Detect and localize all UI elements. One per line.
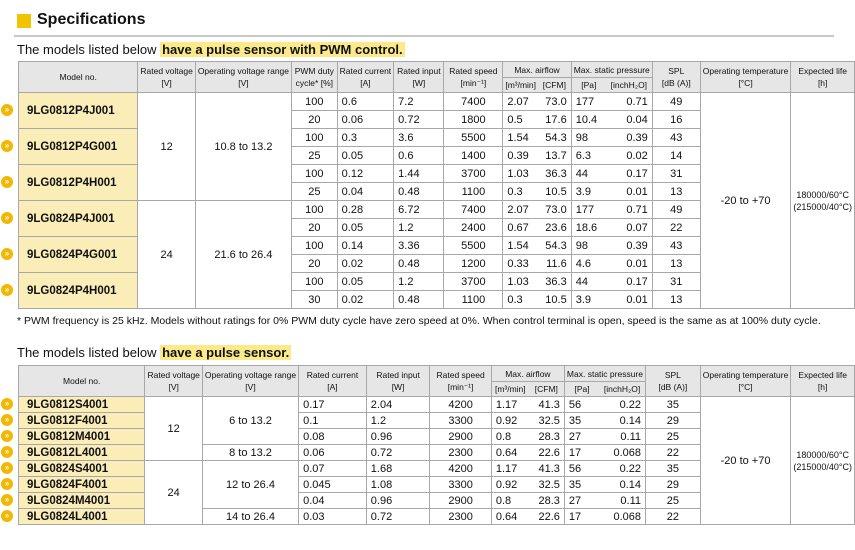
th-speed: Rated speed [min⁻¹] [444, 62, 503, 93]
rated-input: 3.36 [394, 237, 444, 255]
spl: 22 [645, 509, 700, 525]
th2-voltage: Rated voltage [V] [145, 366, 202, 397]
rated-voltage: 12 [138, 93, 195, 201]
model-no: 9LG0812F4001 [19, 413, 145, 429]
pressure-inch: 0.39 [606, 129, 652, 147]
rated-current: 0.17 [299, 397, 367, 413]
airflow-cfm: 17.6 [538, 111, 571, 129]
pressure-inch: 0.068 [599, 445, 645, 461]
op-voltage-range: 12 to 26.4 [202, 461, 298, 509]
rated-voltage: 24 [138, 201, 195, 309]
pressure-inch: 0.39 [606, 237, 652, 255]
rated-input: 1.44 [394, 165, 444, 183]
airflow-m3: 0.64 [491, 509, 528, 525]
th-voltage: Rated voltage [V] [138, 62, 195, 93]
rated-input: 0.48 [394, 255, 444, 273]
pwm-duty: 100 [292, 165, 338, 183]
section-header [14, 11, 834, 37]
spl: 43 [652, 237, 700, 255]
pressure-inch: 0.11 [599, 493, 645, 509]
pressure-inch: 0.07 [606, 219, 652, 237]
pressure-inch: 0.22 [599, 397, 645, 413]
spl: 14 [652, 147, 700, 165]
pressure-pa: 17 [564, 445, 599, 461]
pressure-pa: 177 [571, 201, 606, 219]
spl: 13 [652, 183, 700, 201]
header-square-icon [17, 14, 31, 28]
pressure-pa: 44 [571, 165, 606, 183]
pressure-inch: 0.02 [606, 147, 652, 165]
op-voltage-range: 21.6 to 26.4 [195, 201, 291, 309]
pressure-pa: 35 [564, 477, 599, 493]
airflow-cfm: 54.3 [538, 129, 571, 147]
rated-input: 0.72 [366, 445, 430, 461]
rated-speed: 4200 [430, 461, 492, 477]
th-pressure: Max. static pressure [571, 62, 652, 78]
airflow-cfm: 28.3 [529, 429, 565, 445]
pwm-duty: 20 [292, 111, 338, 129]
airflow-cfm: 23.6 [538, 219, 571, 237]
airflow-m3: 1.03 [503, 165, 538, 183]
rated-speed: 2400 [444, 219, 503, 237]
pressure-inch: 0.22 [599, 461, 645, 477]
rated-current: 0.02 [337, 255, 394, 273]
th-life: Expected life [h] [791, 62, 855, 93]
model-link-arrow-icon[interactable]: » [1, 140, 13, 152]
rated-input: 0.72 [394, 111, 444, 129]
rated-current: 0.6 [337, 93, 394, 111]
spl: 29 [645, 413, 700, 429]
rated-speed: 1800 [444, 111, 503, 129]
airflow-m3: 0.39 [503, 147, 538, 165]
pressure-pa: 35 [564, 413, 599, 429]
rated-speed: 7400 [444, 93, 503, 111]
airflow-cfm: 28.3 [529, 493, 565, 509]
spl: 35 [645, 397, 700, 413]
th-pwm: PWM duty cycle* [%] [292, 62, 338, 93]
spl: 31 [652, 165, 700, 183]
airflow-m3: 0.33 [503, 255, 538, 273]
rated-current: 0.08 [299, 429, 367, 445]
model-no: 9LG0824F4001 [19, 477, 145, 493]
pressure-pa: 56 [564, 461, 599, 477]
airflow-m3: 0.8 [491, 429, 528, 445]
model-link-arrow-icon[interactable]: » [1, 414, 13, 426]
rated-speed: 1400 [444, 147, 503, 165]
pressure-pa: 98 [571, 237, 606, 255]
th2-pressure-u1: [Pa] [564, 382, 599, 397]
pressure-inch: 0.17 [606, 273, 652, 291]
spl: 49 [652, 201, 700, 219]
th2-airflow-u2: [CFM] [529, 382, 565, 397]
rated-speed: 1100 [444, 183, 503, 201]
model-link-arrow-icon[interactable]: » [1, 212, 13, 224]
pwm-duty: 100 [292, 129, 338, 147]
section2-lead-text: The models listed below [17, 345, 161, 360]
model-link-arrow-icon[interactable]: » [1, 248, 13, 260]
model-no: 9LG0812P4H001 [19, 165, 138, 201]
pressure-pa: 3.9 [571, 183, 606, 201]
model-link-arrow-icon[interactable]: » [1, 430, 13, 442]
rated-voltage: 12 [145, 397, 202, 461]
rated-input: 0.96 [366, 429, 430, 445]
rated-current: 0.06 [337, 111, 394, 129]
th-op-range: Operating voltage range [V] [195, 62, 291, 93]
rated-speed: 5500 [444, 237, 503, 255]
model-link-arrow-icon[interactable]: » [1, 284, 13, 296]
operating-temp: -20 to +70 [700, 397, 791, 525]
pressure-inch: 0.01 [606, 255, 652, 273]
section1-lead-highlight: have a pulse sensor with PWM control. [162, 42, 403, 57]
op-voltage-range: 8 to 13.2 [202, 445, 298, 461]
pressure-inch: 0.71 [606, 93, 652, 111]
pwm-duty: 20 [292, 219, 338, 237]
airflow-cfm: 10.5 [538, 183, 571, 201]
header-divider [14, 35, 834, 37]
spl: 22 [652, 219, 700, 237]
rated-current: 0.1 [299, 413, 367, 429]
airflow-m3: 0.92 [491, 477, 528, 493]
rated-speed: 3300 [430, 477, 492, 493]
spl: 43 [652, 129, 700, 147]
section1-lead [17, 42, 405, 57]
airflow-cfm: 11.6 [538, 255, 571, 273]
rated-input: 0.48 [394, 183, 444, 201]
rated-voltage: 24 [145, 461, 202, 525]
pressure-inch: 0.11 [599, 429, 645, 445]
pressure-pa: 18.6 [571, 219, 606, 237]
model-link-arrow-icon[interactable]: » [1, 176, 13, 188]
expected-life: 180000/60°C (215000/40°C) [791, 93, 855, 309]
rated-input: 1.2 [394, 219, 444, 237]
footnote: * PWM frequency is 25 kHz. Models without ratings for 0% PWM duty cycle have zero speed at 0%. When control terminal is open, speed is the same as at 100% duty cycle. [17, 315, 821, 327]
th-temp: Operating temperature [°C] [700, 62, 791, 93]
model-link-arrow-icon[interactable]: » [1, 446, 13, 458]
th-pressure-u1: [Pa] [571, 78, 606, 93]
rated-speed: 5500 [444, 129, 503, 147]
pressure-inch: 0.17 [606, 165, 652, 183]
th-airflow: Max. airflow [503, 62, 571, 78]
rated-current: 0.06 [299, 445, 367, 461]
spl: 22 [645, 445, 700, 461]
rated-current: 0.05 [337, 219, 394, 237]
section1-lead-text: The models listed below [17, 42, 161, 57]
airflow-m3: 0.8 [491, 493, 528, 509]
page-title: Specifications [37, 11, 146, 28]
rated-input: 1.2 [366, 413, 430, 429]
operating-temp: -20 to +70 [700, 93, 791, 309]
spl: 25 [645, 493, 700, 509]
pressure-inch: 0.01 [606, 183, 652, 201]
rated-current: 0.05 [337, 273, 394, 291]
airflow-m3: 1.54 [503, 237, 538, 255]
rated-speed: 2300 [430, 509, 492, 525]
th2-model: Model no. [19, 366, 145, 397]
rated-input: 1.68 [366, 461, 430, 477]
airflow-cfm: 13.7 [538, 147, 571, 165]
model-link-arrow-icon[interactable]: » [1, 478, 13, 490]
rated-speed: 7400 [444, 201, 503, 219]
airflow-m3: 0.3 [503, 291, 538, 309]
rated-input: 1.08 [366, 477, 430, 493]
model-no: 9LG0812P4G001 [19, 129, 138, 165]
airflow-cfm: 36.3 [538, 165, 571, 183]
table-row [19, 397, 855, 413]
spl: 49 [652, 93, 700, 111]
th2-pressure: Max. static pressure [564, 366, 645, 382]
airflow-m3: 1.17 [491, 461, 528, 477]
spl: 16 [652, 111, 700, 129]
pressure-pa: 98 [571, 129, 606, 147]
th-model: Model no. [19, 62, 138, 93]
model-link-arrow-icon[interactable]: » [1, 398, 13, 410]
pressure-inch: 0.14 [599, 477, 645, 493]
pwm-duty: 100 [292, 273, 338, 291]
th-pressure-u2: [inchH₂O] [606, 78, 652, 93]
pwm-duty: 100 [292, 201, 338, 219]
pressure-pa: 27 [564, 429, 599, 445]
pwm-duty: 25 [292, 183, 338, 201]
airflow-cfm: 22.6 [529, 445, 565, 461]
airflow-cfm: 73.0 [538, 201, 571, 219]
rated-current: 0.02 [337, 291, 394, 309]
op-voltage-range: 6 to 13.2 [202, 397, 298, 445]
pwm-spec-table [18, 61, 855, 309]
rated-speed: 4200 [430, 397, 492, 413]
airflow-cfm: 32.5 [529, 477, 565, 493]
op-voltage-range: 14 to 26.4 [202, 509, 298, 525]
op-voltage-range: 10.8 to 13.2 [195, 93, 291, 201]
airflow-m3: 1.03 [503, 273, 538, 291]
airflow-m3: 0.3 [503, 183, 538, 201]
rated-current: 0.05 [337, 147, 394, 165]
model-link-arrow-icon[interactable]: » [1, 104, 13, 116]
airflow-m3: 0.67 [503, 219, 538, 237]
rated-speed: 1100 [444, 291, 503, 309]
pressure-pa: 3.9 [571, 291, 606, 309]
rated-input: 0.48 [394, 291, 444, 309]
pressure-inch: 0.068 [599, 509, 645, 525]
pressure-pa: 10.4 [571, 111, 606, 129]
spl: 35 [645, 461, 700, 477]
airflow-cfm: 32.5 [529, 413, 565, 429]
expected-life: 180000/60°C (215000/40°C) [791, 397, 855, 525]
airflow-m3: 1.17 [491, 397, 528, 413]
model-no: 9LG0812S4001 [19, 397, 145, 413]
th2-temp: Operating temperature [°C] [700, 366, 791, 397]
rated-current: 0.28 [337, 201, 394, 219]
model-no: 9LG0824P4J001 [19, 201, 138, 237]
rated-speed: 2300 [430, 445, 492, 461]
model-no: 9LG0812L4001 [19, 445, 145, 461]
spl: 29 [645, 477, 700, 493]
airflow-m3: 0.92 [491, 413, 528, 429]
pwm-duty: 100 [292, 93, 338, 111]
th2-pressure-u2: [inchH₂O] [599, 382, 645, 397]
airflow-cfm: 41.3 [529, 397, 565, 413]
pressure-pa: 4.6 [571, 255, 606, 273]
rated-input: 0.96 [366, 493, 430, 509]
rated-input: 1.2 [394, 273, 444, 291]
rated-input: 7.2 [394, 93, 444, 111]
pressure-inch: 0.01 [606, 291, 652, 309]
rated-input: 0.72 [366, 509, 430, 525]
th-airflow-u2: [CFM] [538, 78, 571, 93]
section2-lead [17, 345, 291, 360]
pwm-duty: 25 [292, 147, 338, 165]
model-no: 9LG0812P4J001 [19, 93, 138, 129]
spl: 13 [652, 291, 700, 309]
pulse-spec-table [18, 365, 855, 525]
pwm-duty: 30 [292, 291, 338, 309]
pressure-inch: 0.04 [606, 111, 652, 129]
rated-input: 3.6 [394, 129, 444, 147]
pressure-pa: 56 [564, 397, 599, 413]
pressure-inch: 0.14 [599, 413, 645, 429]
model-link-arrow-icon[interactable]: » [1, 462, 13, 474]
rated-current: 0.14 [337, 237, 394, 255]
pressure-pa: 6.3 [571, 147, 606, 165]
airflow-m3: 2.07 [503, 201, 538, 219]
table-row [19, 93, 855, 111]
model-no: 9LG0824S4001 [19, 461, 145, 477]
th2-spl: SPL [dB (A)] [645, 366, 700, 397]
rated-current: 0.07 [299, 461, 367, 477]
rated-speed: 3700 [444, 273, 503, 291]
airflow-m3: 1.54 [503, 129, 538, 147]
model-no: 9LG0824P4G001 [19, 237, 138, 273]
th2-input: Rated input [W] [366, 366, 430, 397]
rated-input: 2.04 [366, 397, 430, 413]
rated-current: 0.12 [337, 165, 394, 183]
airflow-cfm: 73.0 [538, 93, 571, 111]
airflow-m3: 0.64 [491, 445, 528, 461]
rated-input: 6.72 [394, 201, 444, 219]
airflow-cfm: 41.3 [529, 461, 565, 477]
rated-speed: 2900 [430, 493, 492, 509]
airflow-cfm: 10.5 [538, 291, 571, 309]
model-no: 9LG0824M4001 [19, 493, 145, 509]
pressure-pa: 17 [564, 509, 599, 525]
airflow-m3: 0.5 [503, 111, 538, 129]
spl: 25 [645, 429, 700, 445]
model-link-arrow-icon[interactable]: » [1, 494, 13, 506]
model-no: 9LG0824P4H001 [19, 273, 138, 309]
model-link-arrow-icon[interactable]: » [1, 510, 13, 522]
pwm-duty: 100 [292, 237, 338, 255]
spl: 31 [652, 273, 700, 291]
airflow-cfm: 36.3 [538, 273, 571, 291]
pressure-pa: 177 [571, 93, 606, 111]
th-airflow-u1: [m³/min] [503, 78, 538, 93]
airflow-cfm: 54.3 [538, 237, 571, 255]
pressure-pa: 27 [564, 493, 599, 509]
th2-airflow-u1: [m³/min] [491, 382, 528, 397]
rated-current: 0.04 [337, 183, 394, 201]
rated-speed: 3300 [430, 413, 492, 429]
th-spl: SPL [dB (A)] [652, 62, 700, 93]
model-no: 9LG0824L4001 [19, 509, 145, 525]
airflow-cfm: 22.6 [529, 509, 565, 525]
pwm-duty: 20 [292, 255, 338, 273]
pressure-inch: 0.71 [606, 201, 652, 219]
rated-input: 0.6 [394, 147, 444, 165]
th-input: Rated input [W] [394, 62, 444, 93]
rated-current: 0.3 [337, 129, 394, 147]
model-no: 9LG0812M4001 [19, 429, 145, 445]
th2-airflow: Max. airflow [491, 366, 564, 382]
rated-speed: 3700 [444, 165, 503, 183]
th-current: Rated current [A] [337, 62, 394, 93]
pressure-pa: 44 [571, 273, 606, 291]
spl: 13 [652, 255, 700, 273]
airflow-m3: 2.07 [503, 93, 538, 111]
rated-current: 0.045 [299, 477, 367, 493]
th2-speed: Rated speed [min⁻¹] [430, 366, 492, 397]
rated-speed: 1200 [444, 255, 503, 273]
th2-current: Rated current [A] [299, 366, 367, 397]
rated-speed: 2900 [430, 429, 492, 445]
section2-lead-highlight: have a pulse sensor. [162, 345, 290, 360]
rated-current: 0.04 [299, 493, 367, 509]
rated-current: 0.03 [299, 509, 367, 525]
th2-op-range: Operating voltage range [V] [202, 366, 298, 397]
th2-life: Expected life [h] [791, 366, 855, 397]
